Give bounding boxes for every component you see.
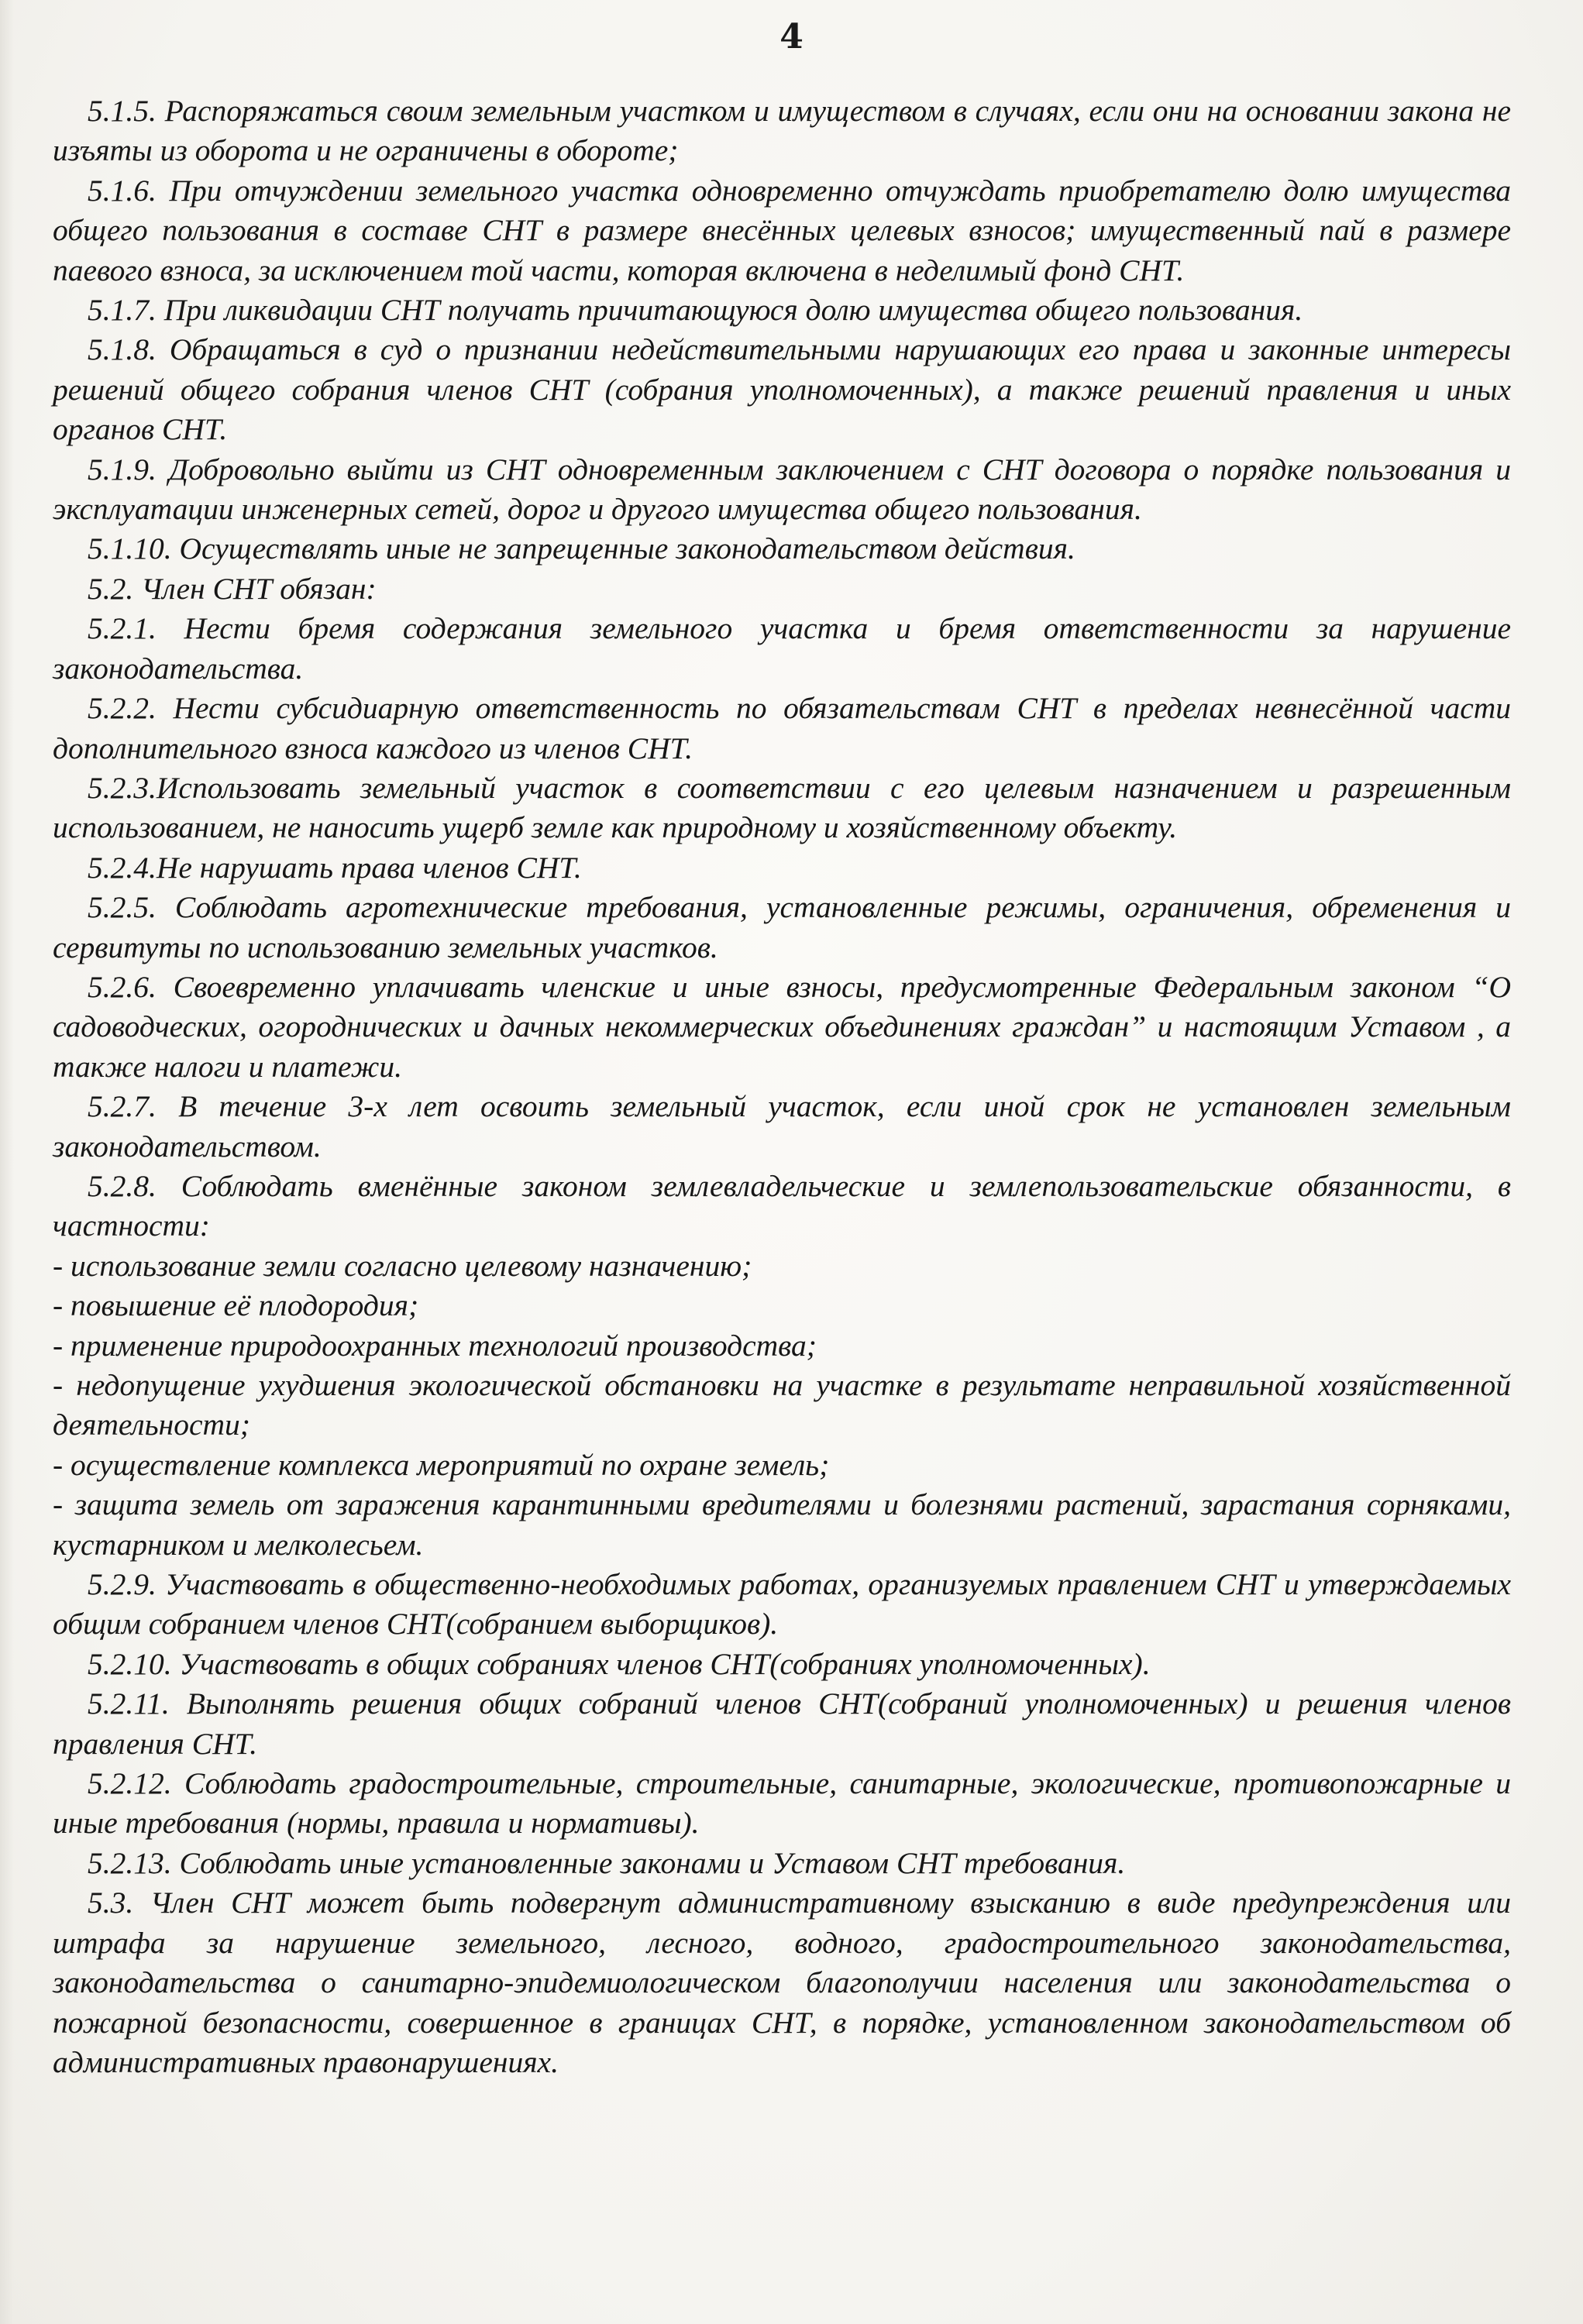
paragraph-p-5-1-7: 5.1.7. При ликвидации СНТ получать причитающуюся долю имущества общего пользования. [88, 293, 1303, 328]
paragraph-p-5-1-8: 5.1.8. Обращаться в суд о признании недействительными нарушающих его права и законные интересы решений общего собрания членов СНТ (собрания уполномоченных), а также решений правления и иных органов СНТ. [53, 332, 1511, 447]
paragraph-p-5-1-5: 5.1.5. Распоряжаться своим земельным участком и имуществом в случаях, если они на основании закона не изъяты из оборота и не ограничены в обороте; [53, 94, 1511, 168]
document-body [53, 91, 1511, 2082]
paragraph-p-5-1-10: 5.1.10. Осуществлять иные не запрещенные законодательством действия. [88, 531, 1075, 566]
list-item: - использование земли согласно целевому назначению; [53, 1248, 752, 1283]
list-item: - осуществление комплекса мероприятий по охране земель; [53, 1447, 830, 1482]
paragraph-p-5-2-13: 5.2.13. Соблюдать иные установленные законами и Уставом СНТ требования. [88, 1845, 1126, 1880]
paragraph-p-5-2-9: 5.2.9. Участвовать в общественно-необходимых работах, организуемых правлением СНТ и утверждаемых общим собранием членов СНТ(собранием выборщиков). [53, 1567, 1511, 1642]
paragraph-p-5-2-5: 5.2.5. Соблюдать агротехнические требования, установленные режимы, ограничения, обременения и сервитуты по использованию земельных участков. [53, 890, 1511, 964]
paragraph-p-5-2-6: 5.2.6. Своевременно уплачивать членские и иные взносы, предусмотренные Федеральным законом “О садоводческих, огороднических и дачных некоммерческих объединениях граждан” и настоящим Уставом , а также налоги и платежи. [53, 969, 1511, 1084]
page-number: 4 [779, 17, 804, 57]
paragraph-p-5-2-4: 5.2.4.Не нарушать права членов СНТ. [88, 850, 582, 885]
paragraph-p-5-2-1: 5.2.1. Нести бремя содержания земельного участка и бремя ответственности за нарушение законодательства. [53, 611, 1511, 686]
list-item: - недопущение ухудшения экологической обстановки на участке в результате неправильной хозяйственной деятельности; [53, 1368, 1511, 1442]
paragraph-p-5-2-2: 5.2.2. Нести субсидиарную ответственность по обязательствам СНТ в пределах невнесённой части дополнительного взноса каждого из членов СНТ. [53, 691, 1511, 765]
paragraph-p-5-2-3: 5.2.3.Использовать земельный участок в соответствии с его целевым назначением и разрешенным использованием, не наносить ущерб земле как природному и хозяйственному объекту. [53, 770, 1511, 845]
paragraph-p-5-2-11: 5.2.11. Выполнять решения общих собраний членов СНТ(собраний уполномоченных) и решения членов правления СНТ. [53, 1686, 1511, 1761]
list-item: - повышение её плодородия; [53, 1288, 419, 1323]
paragraph-p-5-2-7: 5.2.7. В течение 3-х лет освоить земельный участок, если иной срок не установлен земельным законодательством. [53, 1089, 1511, 1164]
paragraph-p-5-1-6: 5.1.6. При отчуждении земельного участка одновременно отчуждать приобретателю долю имущества общего пользования в составе СНТ в размере внесённых целевых взносов; имущественный пай в размере паевого взноса, за исключением той части, которая включена в неделимый фонд СНТ. [53, 173, 1511, 287]
paragraph-p-5-2-10: 5.2.10. Участвовать в общих собраниях членов СНТ(собраниях уполномоченных). [88, 1646, 1151, 1681]
paragraph-p-5-2: 5.2. Член СНТ обязан: [88, 571, 377, 606]
paragraph-p-5-3: 5.3. Член СНТ может быть подвергнут административному взысканию в виде предупреждения или штрафа за нарушение земельного, лесного, водного, градостроительного законодательства, законодательства о санитарно-эпидемиологическом благополучии населения или законодательства о пожарной безопасности, совершенное в границах СНТ, в порядке, установленном законодательством об административных правонарушениях. [53, 1886, 1511, 2079]
list-item: - применение природоохранных технологий производства; [53, 1328, 817, 1363]
paragraph-p-5-1-9: 5.1.9. Добровольно выйти из СНТ одновременным заключением с СНТ договора о порядке пользования и эксплуатации инженерных сетей, дорог и другого имущества общего пользования. [53, 452, 1511, 527]
paragraph-p-5-2-12: 5.2.12. Соблюдать градостроительные, строительные, санитарные, экологические, противопожарные и иные требования (нормы, правила и нормативы). [53, 1766, 1511, 1841]
paragraph-p-5-2-8: 5.2.8. Соблюдать вменённые законом землевладельческие и землепользовательские обязанности, в частности: [53, 1168, 1511, 1243]
page-edge-shadow [0, 0, 14, 2324]
list-item: - защита земель от заражения карантинными вредителями и болезнями растений, зарастания сорняками, кустарником и мелколесьем. [53, 1487, 1511, 1562]
